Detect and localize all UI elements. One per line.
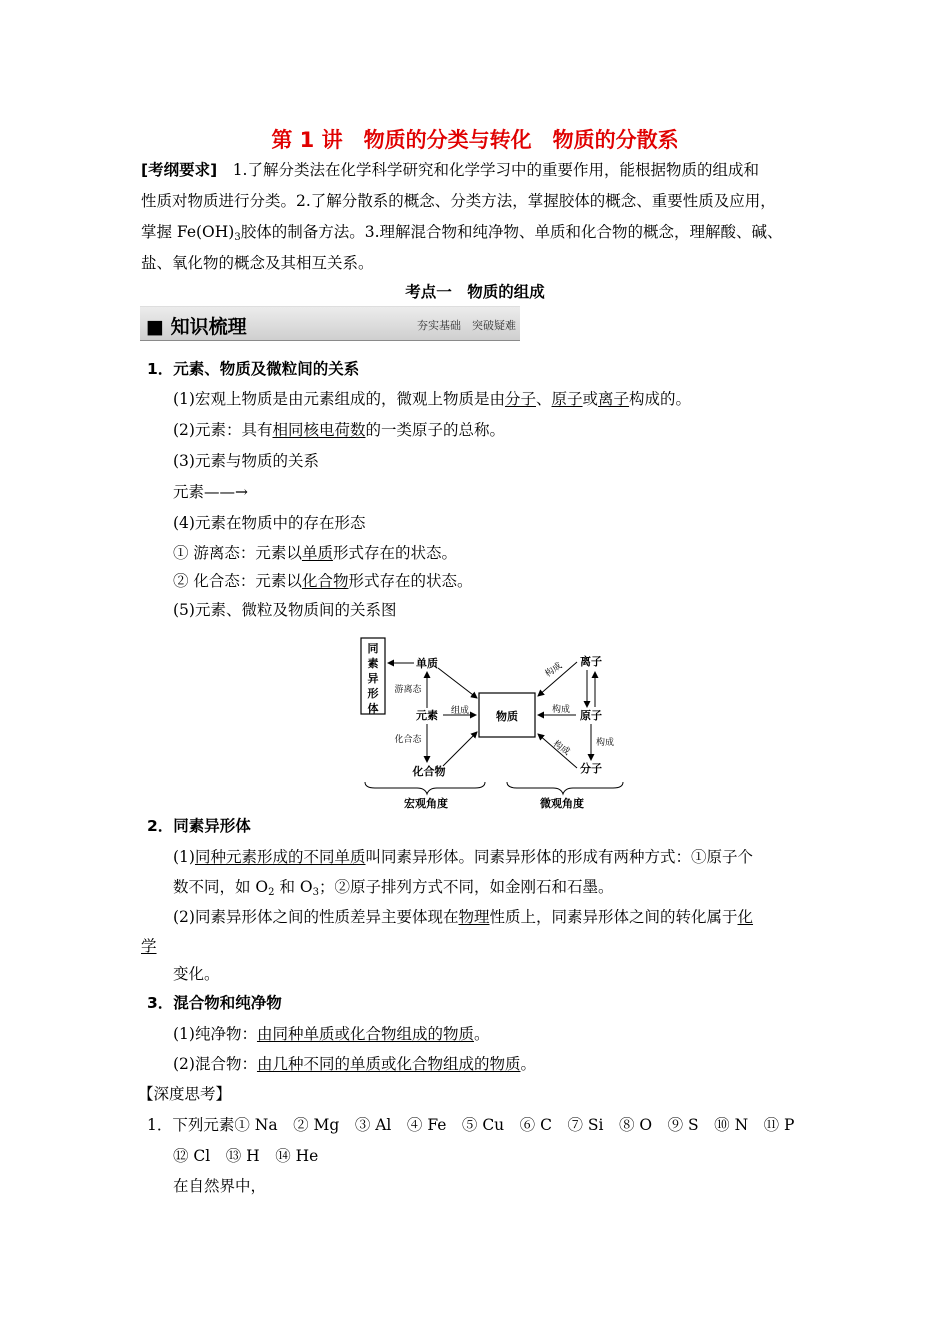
answer-blank: 化: [737, 908, 754, 926]
knowledge-banner: [140, 306, 520, 341]
text: 形式存在的状态。: [332, 544, 457, 562]
deep-q1-line1: 1．下列元素① Na ② Mg ③ Al ④ Fe ⑤ Cu ⑥ C ⑦ Si ⑧ O ⑨ S ⑩ N ⑪ P: [147, 1116, 795, 1134]
answer-blank: 离子: [598, 390, 630, 408]
label-zucheng: 组成: [450, 706, 470, 716]
deep-q1-line3: 在自然界中，: [173, 1177, 267, 1195]
text: 性质上，同素异形体之间的转化属于: [489, 908, 738, 926]
s1-p4: (4)元素在物质中的存在形态: [173, 514, 366, 532]
s1-p3: (3)元素与物质的关系: [173, 452, 319, 470]
banner-right: 夯实基础 突破疑难: [417, 319, 516, 332]
s2-p2-line3: 变化。: [173, 965, 220, 983]
text: ① 游离态：元素以: [173, 544, 302, 562]
answer-blank: 同种元素形成的不同单质: [194, 848, 366, 866]
text: 叫同素异形体。同素异形体的形成有两种方式：①原子个: [365, 848, 753, 866]
s1-p1: [173, 389, 691, 409]
label-goucheng-2: 构成: [551, 705, 571, 715]
answer-blank: 由同种单质或化合物组成的物质: [256, 1025, 474, 1043]
s3-heading: 3．混合物和纯净物: [147, 994, 282, 1012]
answer-blank: 学: [141, 937, 157, 955]
s2-p1-line1: [173, 847, 753, 867]
label-macro: 宏观角度: [404, 797, 448, 810]
node-yuanzi: 原子: [580, 709, 602, 722]
requirements-line-4: 盐、氧化物的概念及其相互关系。: [141, 254, 374, 272]
text: (2)同素异形体之间的性质差异主要体现在: [173, 908, 459, 926]
s1-p4-2: [173, 571, 472, 591]
text: ② 化合态：元素以: [173, 572, 302, 590]
node-fenzi: 分子: [580, 762, 602, 775]
answer-blank: 化合物: [301, 572, 349, 590]
req-subscript: 3: [234, 232, 241, 243]
answer-blank: 分子: [504, 390, 536, 408]
allotrope-char: 体: [367, 702, 379, 715]
text: 形式存在的状态。: [348, 572, 473, 590]
text: 构成的。: [629, 390, 692, 408]
req-text: 掌握 Fe(OH): [141, 223, 235, 241]
text: ；②原子排列方式不同，如金刚石和石墨。: [318, 878, 614, 896]
section-title: 考点一 物质的组成: [405, 283, 545, 301]
text: (1)宏观上物质是由元素组成的，微观上物质是由: [173, 390, 505, 408]
page-title: 第 1 讲 物质的分类与转化 物质的分散系: [271, 128, 679, 152]
label-goucheng-1: 构成: [543, 661, 565, 680]
answer-blank: 原子: [551, 390, 583, 408]
text: 、: [535, 390, 552, 408]
text: 。: [473, 1025, 490, 1043]
deep-heading: 【深度思考】: [138, 1085, 232, 1103]
node-yuansu: 元素: [416, 709, 438, 722]
text: 。: [520, 1055, 536, 1073]
allotrope-char: 素: [367, 657, 379, 670]
text: 和 O: [274, 878, 313, 896]
requirements-line-3: [141, 222, 783, 242]
text: 数不同，如 O: [173, 878, 269, 896]
subscript: 3: [312, 887, 319, 898]
subscript: 2: [268, 887, 275, 898]
node-danzhi: 单质: [416, 657, 438, 670]
label-youli: 游离态: [394, 685, 422, 695]
node-lizi: 离子: [580, 655, 602, 668]
label-goucheng-4: 构成: [595, 738, 615, 748]
s1-p5: (5)元素、微粒及物质间的关系图: [173, 601, 397, 619]
answer-blank: 物理: [458, 908, 490, 926]
allotrope-char: 形: [367, 687, 379, 700]
text: (1)纯净物：: [173, 1025, 257, 1043]
answer-blank: 相同核电荷数: [272, 421, 366, 439]
requirements-line-2: 性质对物质进行分类。2.了解分散系的概念、分类方法，掌握胶体的概念、重要性质及应用，: [141, 192, 776, 210]
allotrope-char: 异: [367, 672, 379, 685]
text: (2)混合物：: [173, 1055, 257, 1073]
s1-p4-1: [173, 543, 457, 563]
s1-heading: 1．元素、物质及微粒间的关系: [147, 360, 360, 378]
label-goucheng-3: 构成: [550, 739, 572, 758]
s2-p2-line2: [141, 936, 157, 956]
text: (2)元素：具有: [173, 421, 273, 439]
s2-heading: 2．同素异形体: [147, 817, 251, 835]
requirements-label: [考纲要求]: [141, 161, 218, 179]
node-huahewu: 化合物: [412, 765, 446, 778]
s1-p3-element: 元素——→: [173, 483, 248, 501]
text: 或: [582, 390, 599, 408]
text: (1): [173, 848, 195, 866]
text: 的一类原子的总称。: [365, 421, 505, 439]
label-huahetai: 化合态: [394, 735, 422, 745]
node-wuzhi: 物质: [496, 710, 518, 723]
answer-blank: 单质: [301, 544, 333, 562]
s2-p2-line1: [173, 907, 753, 927]
req-text: 胶体的制备方法。3.理解混合物和纯净物、单质和化合物的概念，理解酸、碱、: [240, 223, 783, 241]
deep-q1-line2: ⑫ Cl ⑬ H ⑭ He: [173, 1147, 319, 1165]
relation-diagram: [355, 632, 635, 810]
s1-p2: [173, 420, 505, 440]
answer-blank: 由几种不同的单质或化合物组成的物质: [256, 1055, 521, 1073]
banner-label: ■ 知识梳理: [146, 316, 247, 338]
requirements-text: 1.了解分类法在化学科学研究和化学学习中的重要作用，能根据物质的组成和: [232, 161, 759, 179]
allotrope-char: 同: [367, 642, 379, 655]
requirements-line-1: [141, 160, 759, 180]
s3-p2: [173, 1054, 536, 1074]
s3-p1: [173, 1024, 490, 1044]
label-micro: 微观角度: [540, 797, 584, 810]
s2-p1-line2: [173, 877, 613, 897]
